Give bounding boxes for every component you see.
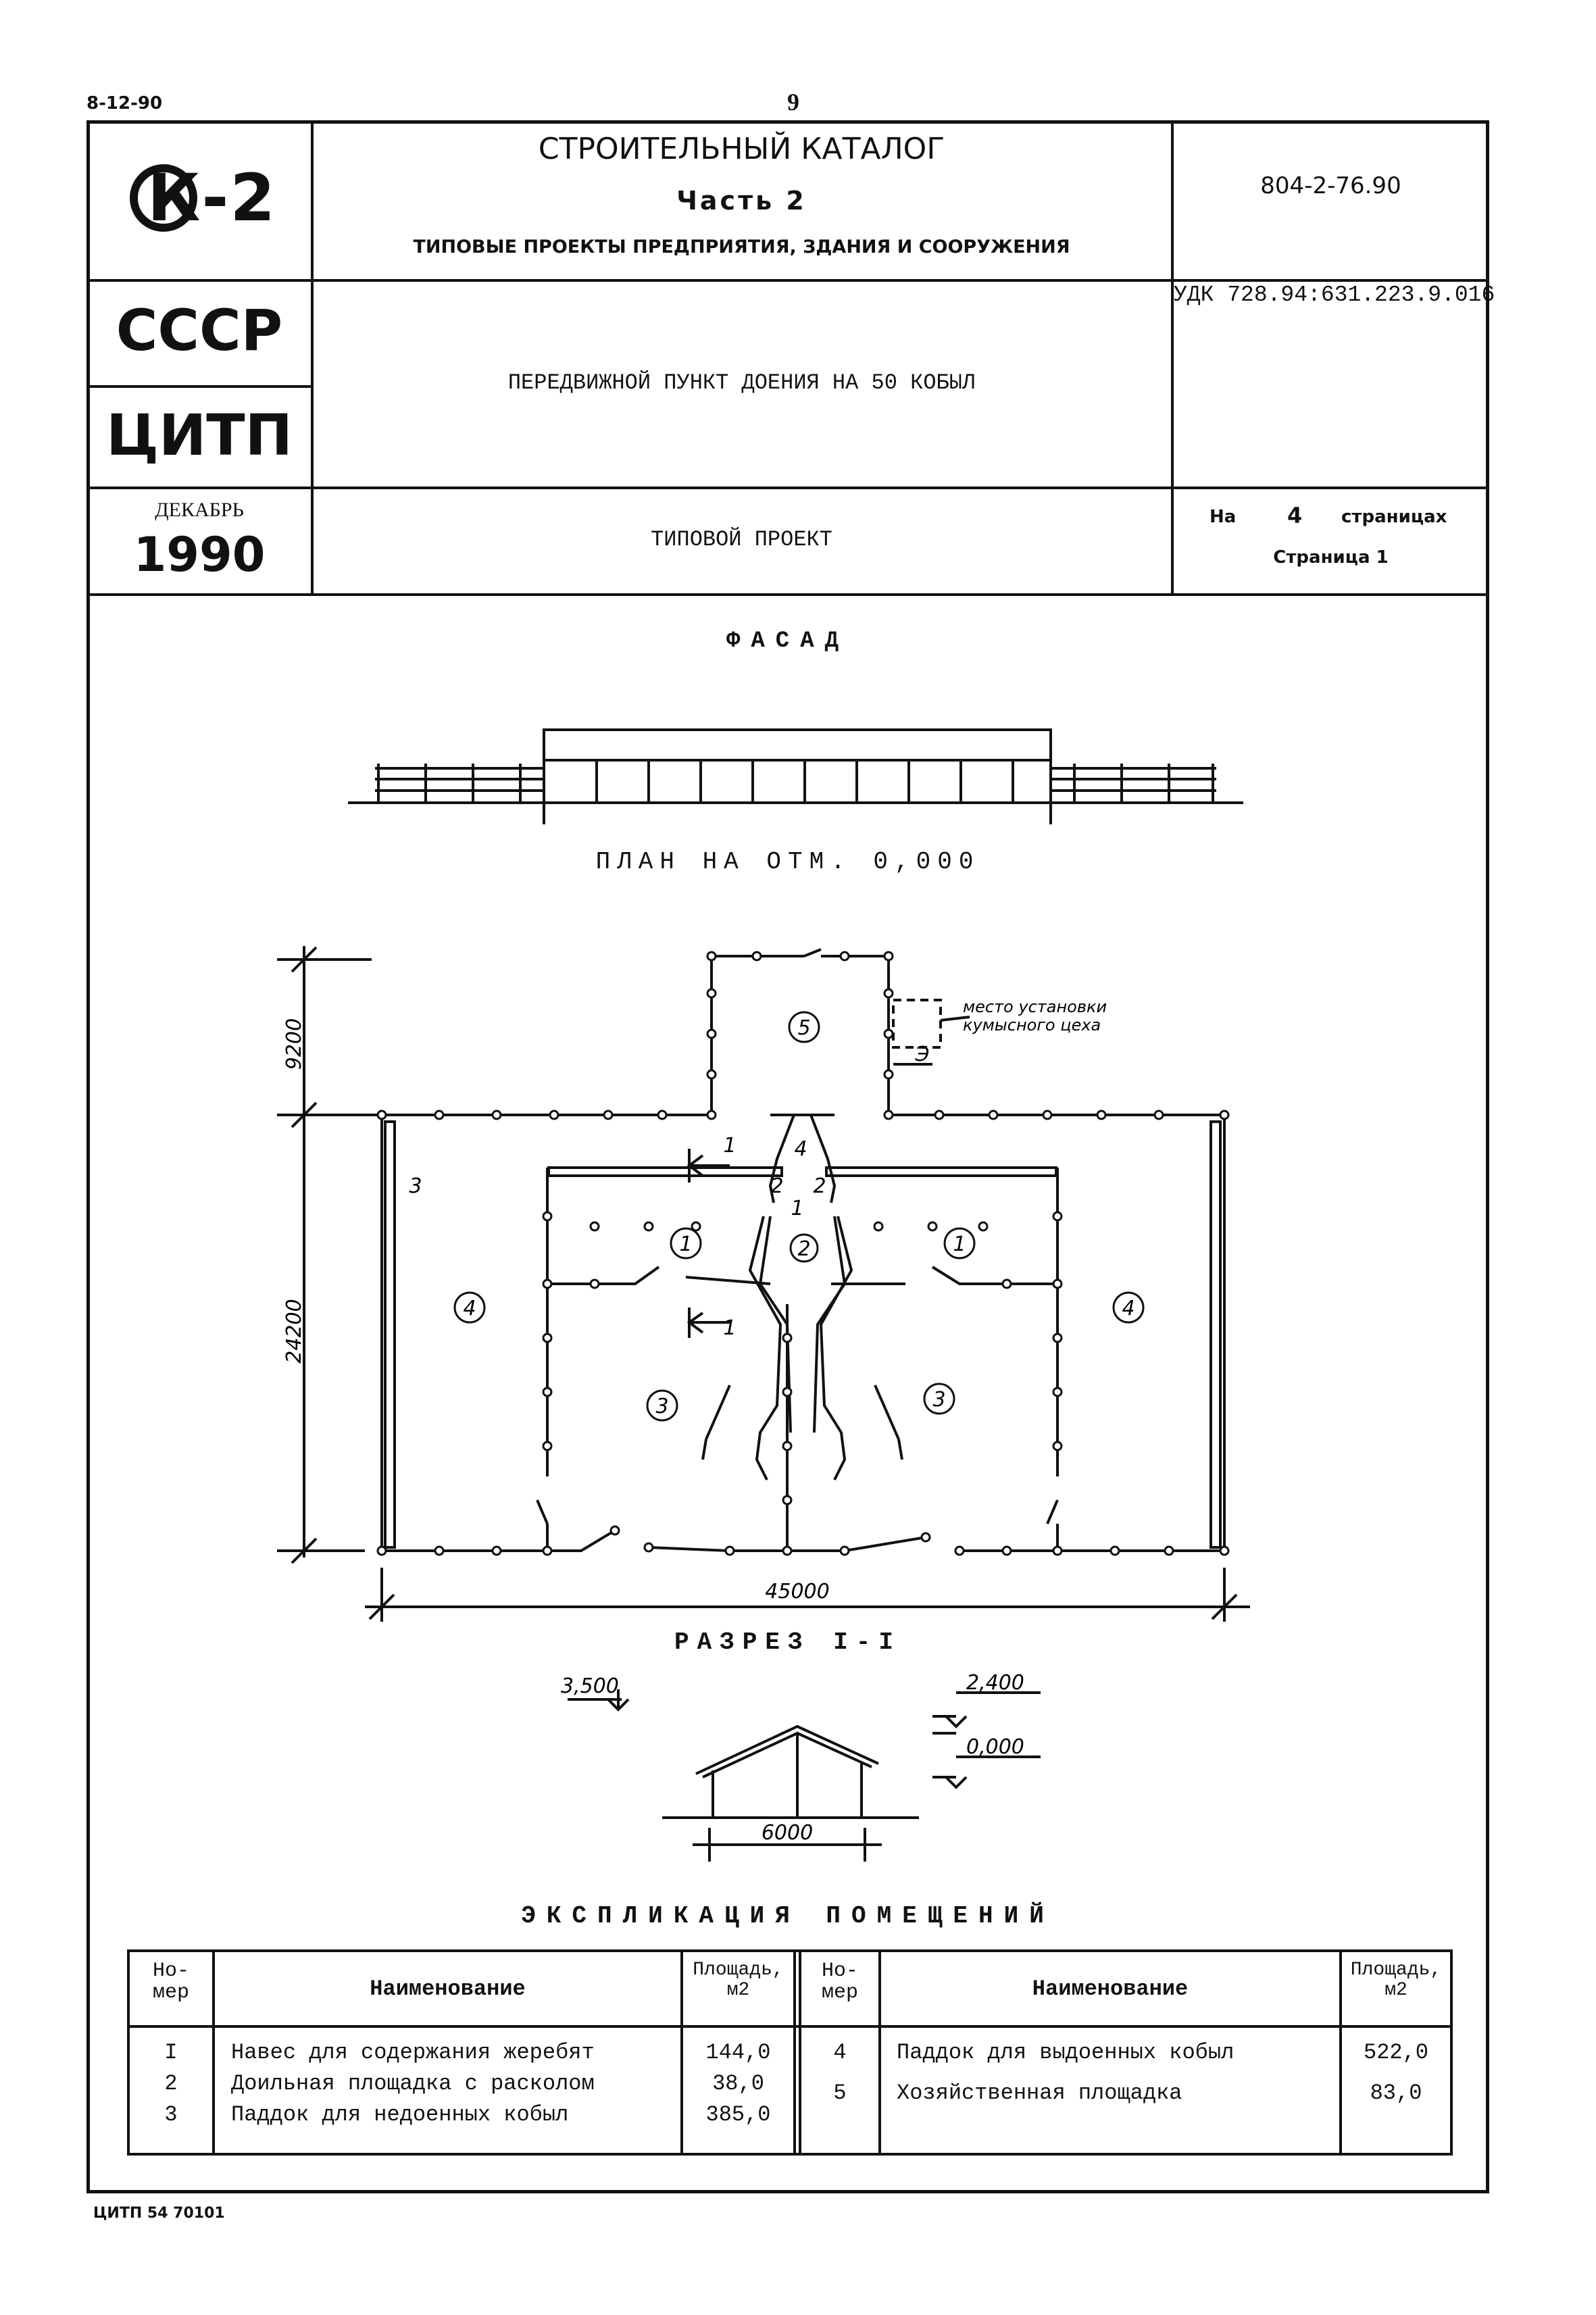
project-code: 804-2-76.90 — [1260, 172, 1401, 199]
funnel-label-2-left: 2 — [770, 1174, 784, 1198]
pages-count: 4 — [1287, 503, 1303, 528]
row-area: 385,0 — [705, 2102, 771, 2127]
row-area: 83,0 — [1370, 2081, 1422, 2106]
funnel-label-2-right: 2 — [813, 1174, 826, 1198]
titleblock-divider — [88, 385, 312, 388]
row-area: 522,0 — [1363, 2040, 1428, 2065]
room-label-2: 2 — [797, 1237, 811, 1261]
row-num: I — [164, 2040, 178, 2065]
room-label-3-left: 3 — [655, 1395, 669, 1418]
catalog-part: Часть 2 — [676, 186, 807, 216]
country-label: СССР — [116, 297, 283, 364]
facade-drawing — [338, 716, 1257, 824]
pages-prefix: На — [1210, 507, 1237, 527]
header-name: Наименование — [370, 1976, 526, 2001]
dim-24200: 24200 — [282, 1299, 306, 1364]
footer-code: ЦИТП 54 70101 — [93, 2205, 225, 2222]
row-name: Паддок для выдоенных кобыл — [897, 2040, 1235, 2065]
logo — [128, 152, 277, 253]
level-2400: 2,400 — [966, 1671, 1024, 1695]
row-name: Навес для содержания жеребят — [231, 2040, 595, 2065]
dim-9200: 9200 — [282, 1018, 306, 1070]
dim-45000: 45000 — [765, 1580, 830, 1603]
header-num: Но- мер — [152, 1960, 189, 2004]
titleblock-divider — [311, 122, 314, 595]
project-title: ПЕРЕДВИЖНОЙ ПУНКТ ДОЕНИЯ НА 50 КОБЫЛ — [507, 370, 976, 395]
room-label-1-right: 1 — [953, 1233, 966, 1256]
catalog-subtitle: ТИПОВЫЕ ПРОЕКТЫ ПРЕДПРИЯТИЯ, ЗДАНИЯ И СООРУЖЕНИЯ — [413, 237, 1070, 257]
row-name: Паддок для недоенных кобыл — [231, 2102, 569, 2127]
udk-code: УДК 728.94:631.223.9.016 — [1174, 282, 1495, 307]
note-line-1: место установки — [963, 997, 1107, 1016]
plan-title: ПЛАН НА ОТМ. 0,000 — [595, 848, 980, 876]
org-label: ЦИТП — [106, 402, 293, 468]
row-num: 5 — [833, 2081, 847, 2106]
floor-plan — [257, 919, 1284, 1635]
year-label: 1990 — [133, 527, 266, 582]
section-drawing — [541, 1662, 1081, 1878]
funnel-label-1: 1 — [791, 1197, 804, 1220]
level-3500: 3,500 — [561, 1674, 619, 1698]
month-label: ДЕКАБРЬ — [155, 499, 244, 521]
barrier-label-3: 3 — [409, 1174, 422, 1198]
table-title: ЭКСПЛИКАЦИЯ ПОМЕЩЕНИЙ — [521, 1902, 1055, 1930]
row-area: 38,0 — [712, 2071, 764, 2096]
section-mark-bottom: 1 — [723, 1316, 737, 1340]
room-label-4-right: 4 — [1122, 1297, 1135, 1320]
facade-title: ФАСАД — [726, 628, 850, 654]
header-area-right: Площадь, м2 — [1350, 1960, 1442, 2001]
room-label-4-left: 4 — [463, 1297, 476, 1320]
row-num: 3 — [164, 2102, 178, 2127]
logo-text: К-2 — [147, 160, 277, 236]
level-0000: 0,000 — [966, 1735, 1024, 1759]
header-num-right: Но- мер — [821, 1960, 858, 2004]
catalog-title: СТРОИТЕЛЬНЫЙ КАТАЛОГ — [538, 132, 945, 166]
titleblock-divider — [88, 279, 1488, 282]
header-area: Площадь, м2 — [693, 1960, 784, 2001]
top-date: 8-12-90 — [86, 93, 163, 114]
row-num: 2 — [164, 2071, 178, 2096]
row-area: 144,0 — [705, 2040, 771, 2065]
row-name: Хозяйственная площадка — [897, 2081, 1182, 2106]
project-type: ТИПОВОЙ ПРОЕКТ — [651, 527, 832, 552]
titleblock-divider — [88, 593, 1488, 596]
dim-6000: 6000 — [761, 1821, 814, 1845]
funnel-label-4: 4 — [794, 1137, 807, 1161]
pages-suffix: страницах — [1341, 507, 1447, 527]
page-label: Страница 1 — [1273, 547, 1389, 568]
header-name-right: Наименование — [1032, 1976, 1189, 2001]
explication-table — [127, 1949, 1453, 2156]
page-number: 9 — [787, 89, 799, 116]
section-title: РАЗРЕЗ I-I — [674, 1628, 902, 1656]
room-label-5: 5 — [797, 1016, 811, 1040]
room-label-3-right: 3 — [932, 1388, 946, 1412]
room-label-1-left: 1 — [679, 1233, 693, 1256]
row-name: Доильная площадка с расколом — [231, 2071, 595, 2096]
note-line-2: кумысного цеха — [963, 1016, 1101, 1035]
titleblock-divider — [88, 487, 1488, 489]
row-num: 4 — [833, 2040, 847, 2065]
note-mark: Э — [915, 1043, 930, 1066]
section-mark-top: 1 — [723, 1134, 737, 1158]
